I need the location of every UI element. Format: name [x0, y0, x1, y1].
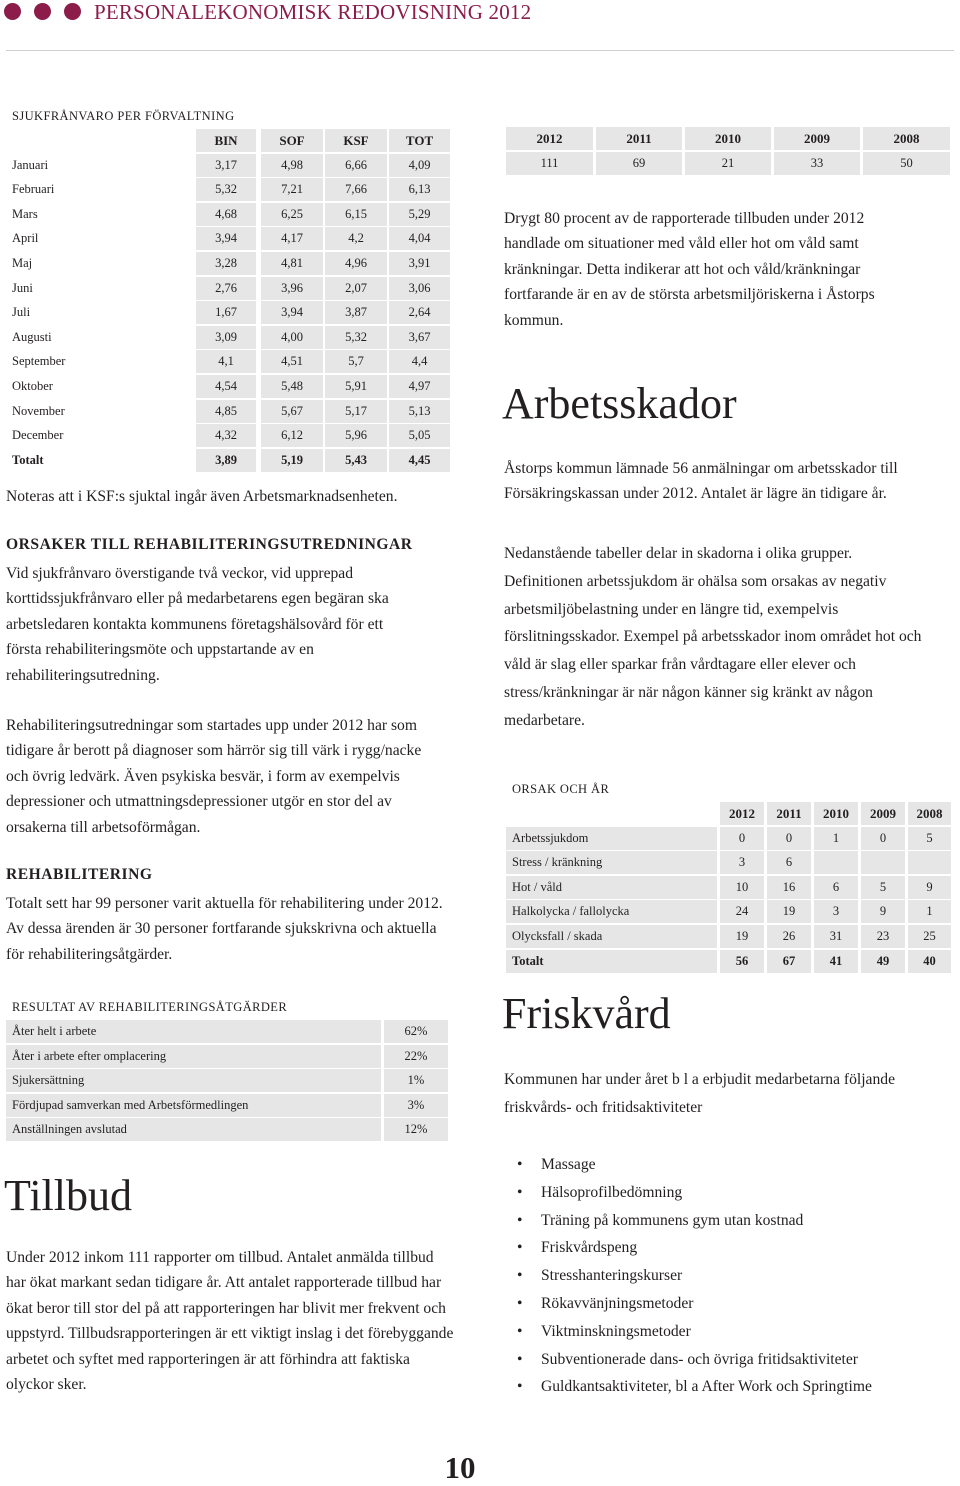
table-cell: 69 — [596, 152, 682, 175]
table-cell: 5,91 — [325, 375, 387, 398]
table-cell: 5,67 — [261, 400, 323, 423]
table-cell: 16 — [767, 876, 811, 899]
table-cell: 3% — [384, 1094, 448, 1117]
table-cell: 6,66 — [325, 154, 387, 177]
table-row — [6, 203, 450, 228]
row-label: Oktober — [12, 378, 53, 393]
table-cell: 4,2 — [325, 227, 387, 250]
friskvard-heading: Friskvård — [502, 989, 671, 1038]
table-cell: 3,87 — [325, 301, 387, 324]
dot-icon — [64, 3, 81, 20]
table-row — [506, 876, 950, 901]
table-cell: 4,4 — [389, 350, 450, 373]
table-cell: 6,13 — [389, 178, 450, 201]
table-header-row — [6, 129, 450, 154]
table-cell: 0 — [767, 827, 811, 850]
table-cell: 22% — [384, 1045, 448, 1068]
table-cell: 1 — [908, 900, 951, 923]
table-cell: 3,67 — [389, 326, 450, 349]
table-row — [6, 1045, 450, 1070]
table-cell: 4,81 — [261, 252, 323, 275]
table-cell: 3,09 — [196, 326, 256, 349]
dot-icon — [34, 3, 51, 20]
table-cell: 4,96 — [325, 252, 387, 275]
table-row — [6, 449, 450, 474]
orsak-caption: ORSAK OCH ÅR — [512, 782, 610, 796]
row-label: April — [12, 231, 39, 246]
row-label: Stress / kränkning — [506, 851, 717, 874]
table-cell: 21 — [685, 152, 771, 175]
row-label: Åter helt i arbete — [6, 1020, 381, 1043]
list-item-label: Massage — [541, 1156, 596, 1173]
table-cell: 2,64 — [389, 301, 450, 324]
sickleave-table — [6, 129, 450, 473]
row-label: Februari — [12, 182, 55, 197]
list-item — [517, 1262, 957, 1290]
table-cell: 5 — [908, 827, 951, 850]
column-header: SOF — [261, 129, 323, 152]
table-row — [506, 152, 950, 177]
table-cell: 6 — [767, 851, 811, 874]
table-cell: 9 — [861, 900, 905, 923]
resultat-caption: RESULTAT AV REHABILITERINGSÅTGÄRDER — [12, 1000, 288, 1014]
tillbud-heading: Tillbud — [4, 1171, 133, 1220]
row-label: Juli — [12, 305, 31, 320]
table-cell: 5 — [861, 876, 905, 899]
table-cell: 19 — [767, 900, 811, 923]
column-header: TOT — [389, 129, 450, 152]
table-row — [506, 925, 950, 950]
table-cell: 7,21 — [261, 178, 323, 201]
table-cell: 56 — [720, 950, 764, 973]
column-header: 2012 — [720, 802, 764, 825]
table-cell: 33 — [774, 152, 860, 175]
table-cell: 5,96 — [325, 424, 387, 447]
table-cell: 25 — [908, 925, 951, 948]
table-cell: 4,68 — [196, 203, 256, 226]
list-item — [517, 1290, 957, 1318]
row-label: Totalt — [12, 452, 44, 467]
row-label: Fördjupad samverkan med Arbetsförmedlingen — [6, 1094, 381, 1117]
list-item — [517, 1234, 957, 1262]
column-header: 2009 — [861, 802, 905, 825]
table-cell: 3 — [814, 900, 858, 923]
list-item — [517, 1207, 957, 1235]
arbetsskador-paragraph-1: Åstorps kommun lämnade 56 anmälningar om arbetsskador till Försäkringskassan under 2012. Antalet är lägre än tidigare år. — [504, 460, 898, 503]
document-title: PERSONALEKONOMISK REDOVISNING 2012 — [94, 0, 532, 24]
table-cell: 1,67 — [196, 301, 256, 324]
table-cell: 1 — [814, 827, 858, 850]
table-cell: 5,48 — [261, 375, 323, 398]
row-label: Arbetssjukdom — [506, 827, 717, 850]
table-cell: 4,45 — [389, 449, 450, 472]
table-cell: 5,43 — [325, 449, 387, 472]
row-label: Hot / våld — [506, 876, 717, 899]
table-cell: 41 — [814, 950, 858, 973]
table-cell: 23 — [861, 925, 905, 948]
column-header: 2008 — [863, 127, 950, 150]
bullet-icon: • — [517, 1239, 523, 1257]
table-cell: 2,76 — [196, 277, 256, 300]
table-cell: 4,32 — [196, 424, 256, 447]
table-row — [6, 350, 450, 375]
table-cell: 3,91 — [389, 252, 450, 275]
bullet-icon: • — [517, 1294, 523, 1312]
table-cell: 3,94 — [196, 227, 256, 250]
row-label: September — [12, 354, 66, 369]
list-item — [517, 1318, 957, 1346]
orsaker-heading: ORSAKER TILL REHABILITERINGSUTREDNINGAR — [6, 536, 413, 553]
table-cell: 50 — [863, 152, 950, 175]
list-item-label: Guldkantsaktiviteter, bl a After Work och Springtime — [541, 1378, 872, 1396]
bullet-icon: • — [517, 1211, 523, 1229]
table-cell: 6,12 — [261, 424, 323, 447]
list-item-label: Rökavvänjningsmetoder — [541, 1294, 694, 1312]
table-cell: 40 — [908, 950, 951, 973]
column-header: BIN — [196, 129, 256, 152]
table-cell: 4,97 — [389, 375, 450, 398]
table-row — [6, 424, 450, 449]
row-label: Sjukersättning — [6, 1069, 381, 1092]
table-cell: 3,96 — [261, 277, 323, 300]
table-cell: 5,7 — [325, 350, 387, 373]
table-row — [6, 154, 450, 179]
table-cell — [814, 851, 858, 874]
table-cell: 7,66 — [325, 178, 387, 201]
table-cell: 3,94 — [261, 301, 323, 324]
table-cell: 6,15 — [325, 203, 387, 226]
table-cell: 3,17 — [196, 154, 256, 177]
table-cell: 31 — [814, 925, 858, 948]
table-cell: 5,13 — [389, 400, 450, 423]
row-label: Halkolycka / fallolycka — [506, 900, 717, 923]
table-cell: 4,85 — [196, 400, 256, 423]
row-label: November — [12, 403, 65, 418]
bullet-icon: • — [517, 1267, 523, 1285]
row-label: Olycksfall / skada — [506, 925, 717, 948]
list-item-label: Friskvårdspeng — [541, 1239, 638, 1257]
table-row — [6, 178, 450, 203]
table-cell: 5,29 — [389, 203, 450, 226]
friskvard-intro: Kommunen har under året b l a erbjudit medarbetarna följande friskvårds- och fritidsaktiviteter — [504, 1071, 895, 1116]
table-cell: 3,89 — [196, 449, 256, 472]
table-row — [506, 900, 950, 925]
vald-text: Drygt 80 procent av de rapporterade tillbuden under 2012 handlade om situationer med våld eller hot om våld samt kränkningar. Detta indikerar att hot och våld/kränkningar fortfarande är en av de största arbetsmiljöriskerna i Åstorps kommun. — [504, 210, 875, 329]
row-label: Totalt — [506, 950, 717, 973]
list-item — [517, 1346, 957, 1374]
table-cell: 5,32 — [196, 178, 256, 201]
column-header: 2009 — [774, 127, 860, 150]
table-cell: 19 — [720, 925, 764, 948]
bullet-icon: • — [517, 1156, 523, 1173]
column-header: KSF — [325, 129, 387, 152]
rehabilitering-text: Totalt sett har 99 personer varit aktuella för rehabilitering under 2012. Av dessa ärenden är 30 personer fortfarande sjukskrivna och aktuella för rehabiliteringsåtgärder. — [6, 895, 443, 963]
row-label: Juni — [12, 280, 33, 295]
table-cell: 2,07 — [325, 277, 387, 300]
table-header-row — [506, 127, 950, 152]
table-cell: 26 — [767, 925, 811, 948]
column-header: 2010 — [814, 802, 858, 825]
list-item — [517, 1373, 957, 1401]
table-cell: 67 — [767, 950, 811, 973]
table-cell: 62% — [384, 1020, 448, 1043]
row-label: Anställningen avslutad — [6, 1118, 381, 1141]
table-row — [6, 301, 450, 326]
table-cell: 4,1 — [196, 350, 256, 373]
list-item — [517, 1179, 957, 1207]
bullet-icon: • — [517, 1378, 523, 1396]
column-header: 2012 — [506, 127, 593, 150]
arbetsskador-heading: Arbetsskador — [502, 379, 737, 428]
page-header — [0, 0, 960, 24]
table-cell: 4,98 — [261, 154, 323, 177]
table-row — [6, 1118, 450, 1143]
table-cell: 12% — [384, 1118, 448, 1141]
table-cell: 4,09 — [389, 154, 450, 177]
column-header: 2011 — [767, 802, 811, 825]
rehabilitering-heading: REHABILITERING — [6, 866, 153, 883]
table-row — [6, 277, 450, 302]
table-row — [506, 851, 950, 876]
row-label: Mars — [12, 206, 38, 221]
tillbud-table — [506, 127, 950, 176]
list-item-label: Subventionerade dans- och övriga fritidsaktiviteter — [541, 1350, 858, 1368]
bullet-icon: • — [517, 1322, 523, 1340]
table-cell: 111 — [506, 152, 593, 175]
sickleave-note: Noteras att i KSF:s sjuktal ingår även Arbetsmarknadsenheten. — [6, 488, 398, 505]
column-header: 2011 — [596, 127, 682, 150]
friskvard-list — [517, 1151, 957, 1401]
table-cell: 1% — [384, 1069, 448, 1092]
list-item — [517, 1151, 957, 1179]
header-divider — [6, 50, 954, 51]
table-cell: 5,19 — [261, 449, 323, 472]
table-cell: 4,00 — [261, 326, 323, 349]
table-cell — [908, 851, 951, 874]
column-header: 2008 — [908, 802, 951, 825]
table-row — [506, 827, 950, 852]
table-cell: 3,28 — [196, 252, 256, 275]
orsaker-paragraph-1: Vid sjukfrånvaro överstigande två veckor, vid upprepad korttidssjukfrånvaro eller på medarbetarens egen begäran ska arbetsledaren kontakta kommunens företagshälsovård för ett första rehabiliteringsmöte och uppstartande av en rehabiliteringsutredning. — [6, 565, 389, 684]
orsak-table — [506, 802, 950, 974]
row-label: Januari — [12, 157, 49, 172]
row-label: December — [12, 428, 64, 443]
table-cell: 10 — [720, 876, 764, 899]
table-cell: 5,32 — [325, 326, 387, 349]
table-cell: 4,51 — [261, 350, 323, 373]
table-row — [6, 326, 450, 351]
table-row — [6, 375, 450, 400]
row-label: Åter i arbete efter omplacering — [6, 1045, 381, 1068]
table-cell: 6,25 — [261, 203, 323, 226]
table-cell: 0 — [720, 827, 764, 850]
orsaker-paragraph-2: Rehabiliteringsutredningar som startades upp under 2012 har som tidigare år berott på diagnoser som härrör sig till värk i rygg/nacke och övrig ledvärk. Även psykiska besvär, i form av exempelvis depressioner och utmattningsdepressioner utgör en stor del av orsakerna till arbetsoförmågan. — [6, 717, 422, 836]
table-cell: 5,05 — [389, 424, 450, 447]
table-row — [6, 252, 450, 277]
bullet-icon: • — [517, 1350, 523, 1368]
row-label: Augusti — [12, 329, 52, 344]
arbetsskador-paragraph-2: Nedanstående tabeller delar in skadorna i olika grupper. Definitionen arbetssjukdom är ohälsa som orsakas av negativ arbetsmiljöbelastning under en längre tid, exempelvis förslitningsskador. Exempel på arbetsskador inom området hot och våld är slag eller sparkar från vårdtagare eller elever och stress/kränkningar är när någon känner sig kränkt av någon medarbetare. — [504, 545, 922, 729]
table-row — [6, 1020, 450, 1045]
table-cell: 3,06 — [389, 277, 450, 300]
bullet-icon: • — [517, 1183, 523, 1201]
list-item-label: Hälsoprofilbedömning — [541, 1183, 683, 1201]
sickleave-caption: SJUKFRÅNVARO PER FÖRVALTNING — [12, 109, 235, 123]
table-row — [506, 950, 950, 975]
table-cell: 4,54 — [196, 375, 256, 398]
table-row — [6, 1094, 450, 1119]
table-cell: 9 — [908, 876, 951, 899]
table-header-row — [506, 802, 950, 827]
table-cell: 6 — [814, 876, 858, 899]
table-row — [6, 400, 450, 425]
resultat-table — [6, 1020, 450, 1143]
table-row — [6, 227, 450, 252]
table-row — [6, 1069, 450, 1094]
dot-icon — [4, 3, 21, 20]
table-cell: 0 — [861, 827, 905, 850]
table-cell — [861, 851, 905, 874]
table-cell: 4,17 — [261, 227, 323, 250]
list-item-label: Viktminskningsmetoder — [541, 1322, 691, 1340]
list-item-label: Träning på kommunens gym utan kostnad — [541, 1211, 804, 1229]
tillbud-text: Under 2012 inkom 111 rapporter om tillbud. Antalet anmälda tillbud har ökat markant sedan tidigare år. Att antalet rapporterade tillbud har ökat beror till stor del på att rapporteringen har blivit mer frekvent och uppstyrd. Tillbudsrapporteringen är ett viktigt inslag i det förebyggande arbetet och syftet med rapporteringen är att förhindra att faktiska olyckor sker. — [6, 1249, 454, 1394]
table-cell: 5,17 — [325, 400, 387, 423]
table-cell: 3 — [720, 851, 764, 874]
column-header: 2010 — [685, 127, 771, 150]
table-cell: 49 — [861, 950, 905, 973]
list-item-label: Stresshanteringskurser — [541, 1267, 683, 1285]
table-cell: 24 — [720, 900, 764, 923]
row-label: Maj — [12, 255, 33, 270]
page-number: 10 — [444, 1450, 476, 1485]
table-cell: 4,04 — [389, 227, 450, 250]
